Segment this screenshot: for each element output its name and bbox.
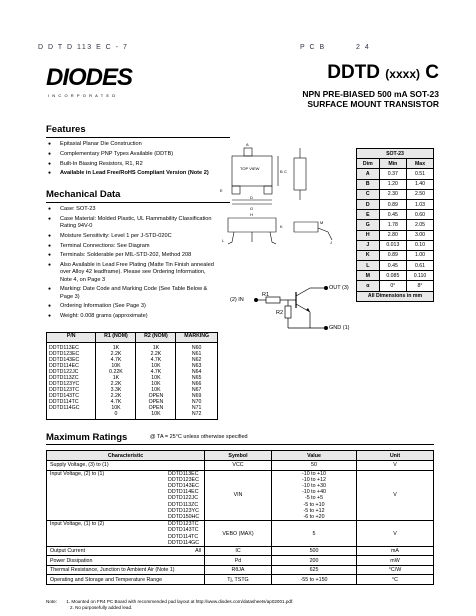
dim-label-k: K: [280, 224, 283, 229]
notes: [46, 599, 294, 611]
circuit-gnd-label: GND (1): [329, 325, 350, 331]
max-ratings-heading: Maximum Ratings: [46, 432, 128, 443]
table-row: [357, 169, 434, 179]
mr-char: Thermal Resistance, Junction to Ambient Air (Note 1): [47, 565, 205, 575]
dim-cell: 1.03: [407, 199, 434, 209]
table-row: [47, 556, 434, 566]
mr-char: Input Voltage, (2) to (1): [47, 470, 166, 521]
dimensions-table-title: SOT-23: [357, 149, 434, 159]
mr-extra: All: [165, 546, 205, 556]
dim-cell: K: [357, 250, 380, 260]
mr-header-value: Value: [272, 451, 357, 461]
mechanical-item: ● Weight: 0.008 grams (approximate): [46, 313, 216, 320]
out-terminal: [324, 286, 328, 290]
mr-val: 5: [272, 521, 357, 547]
dim-label-a: A: [246, 142, 249, 147]
mr-val: 500: [272, 546, 357, 556]
table-row: [357, 240, 434, 250]
mechanical-item: ● Case: SOT-23: [46, 206, 216, 213]
mechanical-item: ● Terminal Connections: See Diagram: [46, 243, 216, 250]
mr-header-unit: Unit: [357, 451, 434, 461]
note-2: 2. No purposefully added lead.: [70, 605, 133, 610]
dim-cell: 0.10: [407, 240, 434, 250]
dim-cell: 0.110: [407, 271, 434, 281]
part-reference: D D T D 113 E C - 7: [38, 44, 129, 51]
table-row: [357, 199, 434, 209]
mr-char: Power Dissipation: [47, 556, 205, 566]
part-number-table: [46, 332, 218, 420]
feature-item: ● Epitaxial Planar Die Construction: [46, 141, 246, 148]
table-row: [47, 575, 434, 585]
mr-header-symbol: Symbol: [205, 451, 272, 461]
circuit-schematic: [226, 284, 376, 334]
dim-label-b: B: [280, 169, 283, 174]
mechanical-item: ● Moisture Sensitivity: Level 1 per J-STD-020C: [46, 233, 216, 240]
dimensions-footer: All Dimensions in mm: [357, 291, 434, 301]
mr-sym: VCC: [205, 461, 272, 471]
mr-unit: V: [357, 461, 434, 471]
dim-cell: M: [357, 271, 380, 281]
r2-column: 1K 2.2K 4.7K 10K 4.7K 10K 10K 10K OPEN OPEN OPEN 10K: [136, 343, 176, 420]
mr-char: Input Voltage, (1) to (2): [47, 521, 166, 547]
mr-sym: VIN: [205, 470, 272, 521]
package-outline-drawing: [218, 140, 346, 255]
page-title: [327, 62, 439, 84]
pn-header: R2 (NOM): [136, 333, 176, 343]
mechanical-item: ● Marking: Date Code and Marking Code (See Table Below & Page 3): [46, 286, 216, 300]
dim-label-l: L: [222, 238, 225, 243]
dim-cell: C: [357, 189, 380, 199]
features-rule: [46, 137, 230, 138]
dimensions-table: [356, 148, 434, 302]
dim-cell: 0.45: [379, 210, 406, 220]
table-row: [47, 343, 218, 420]
dim-cell: 2.80: [379, 230, 406, 240]
mechanical-item: ● Terminals: Solderable per MIL-STD-202, Method 208: [46, 252, 216, 259]
mr-val: -55 to +150: [272, 575, 357, 585]
pcb-label: P C B: [300, 44, 326, 51]
dim-cell: α: [357, 281, 380, 291]
mr-sym: Tj, TSTG: [205, 575, 272, 585]
package-top-lead: [244, 148, 252, 156]
dim-cell: 2.50: [407, 189, 434, 199]
title-xxxx: (xxxx): [385, 67, 420, 81]
dim-cell: H: [357, 230, 380, 240]
package-front-body: [228, 218, 276, 232]
marking-column: N60 N61 N62 N63 N64 N65 N66 N67 N69 N70 N71 N72: [176, 343, 218, 420]
r2-resistor-symbol: [285, 306, 291, 318]
mr-unit: °C: [357, 575, 434, 585]
pn-column: DDTD113EC DDTD123EC DDTD143EC DDTD114EC DDTD122JC DDTD113ZC DDTD123YC DDTD123TC DDTD143TC DDTD114TC DDTD114GC: [47, 343, 96, 420]
circuit-in-label: (2) IN: [230, 297, 244, 303]
subtitle-line-1: NPN PRE-BIASED 500 mA SOT-23: [302, 89, 439, 99]
mr-unit: mW: [357, 556, 434, 566]
dim-header: Dim: [357, 159, 380, 169]
mr-char: Output Current: [47, 546, 166, 556]
title-suffix: C: [425, 62, 439, 83]
mr-val: -10 to +10 -10 to +12 -10 to +30 -10 to +40 -5 to +5 -5 to +10 -5 to +12 -6 to +20: [272, 470, 357, 521]
circuit-r1-label: R1: [262, 292, 270, 298]
max-ratings-table: [46, 450, 434, 585]
mr-unit: °C/W: [357, 565, 434, 575]
notes-label: Note:: [46, 599, 57, 604]
max-ratings-rule: [46, 444, 434, 445]
dim-cell: 1.00: [407, 250, 434, 260]
dim-label-h: H: [250, 212, 253, 217]
dim-cell: 0°: [379, 281, 406, 291]
table-row: [357, 250, 434, 260]
dim-label-c: C: [284, 169, 287, 174]
emitter-arrow: [306, 308, 310, 312]
circuit-r2-label: R2: [276, 310, 284, 316]
dim-header: Min: [379, 159, 406, 169]
dim-cell: J: [357, 240, 380, 250]
r1-column: 1K 2.2K 4.7K 10K 0.22K 1K 2.2K 3.3K 2.2K 4.7K 10K 0: [96, 343, 136, 420]
dim-cell: B: [357, 179, 380, 189]
mr-char: Supply Voltage, (3) to (1): [47, 461, 205, 471]
table-row: [357, 261, 434, 271]
dim-cell: 0.51: [407, 169, 434, 179]
mr-header-characteristic: Characteristic: [47, 451, 205, 461]
package-side-body: [294, 158, 306, 190]
dim-cell: 0.89: [379, 250, 406, 260]
dim-cell: 2.05: [407, 220, 434, 230]
in-terminal: [254, 298, 258, 302]
table-row: [357, 179, 434, 189]
table-row: [47, 470, 434, 521]
dim-label-e: E: [220, 188, 223, 193]
mr-sym: RθJA: [205, 565, 272, 575]
features-list: [46, 141, 246, 180]
dim-label-m: M: [320, 220, 324, 225]
mr-val: 625: [272, 565, 357, 575]
package-front-lead: [228, 232, 234, 244]
dim-cell: 0.61: [407, 261, 434, 271]
feature-item: ● Complementary PNP Types Available (DDTB): [46, 151, 246, 158]
note-1: 1. Mounted on FR4 PC Board with recommended pad layout at http://www.diodes.com/datasheets/ap02001.pdf.: [66, 599, 294, 604]
dim-label-j: J: [330, 240, 332, 245]
gnd-terminal: [324, 326, 328, 330]
dim-cell: G: [357, 220, 380, 230]
package-end-body: [294, 222, 318, 232]
dim-cell: 1.20: [379, 179, 406, 189]
mechanical-item: ● Case Material: Molded Plastic, UL Flammability Classification Rating 94V-0: [46, 216, 216, 230]
pn-header: R1 (NOM): [96, 333, 136, 343]
dim-cell: 0.013: [379, 240, 406, 250]
title-main: DDTD: [327, 62, 381, 83]
mechanical-item: ● Ordering Information (See Page 3): [46, 303, 216, 310]
mr-unit: V: [357, 470, 434, 521]
pcb-value: 2 4: [356, 44, 371, 51]
dim-label-d: D: [250, 195, 253, 200]
pn-header: P/N: [47, 333, 96, 343]
mr-parts: DDTD123TC DDTD143TC DDTD114TC DDTD114GC: [165, 521, 205, 547]
dim-cell: 0.085: [379, 271, 406, 281]
table-row: [47, 565, 434, 575]
dim-cell: A: [357, 169, 380, 179]
subtitle: [179, 89, 439, 109]
company-logo-sub: INCORPORATED: [48, 93, 119, 98]
table-row: [47, 546, 434, 556]
dim-cell: 0.60: [407, 210, 434, 220]
table-row: [357, 220, 434, 230]
mr-sym: IC: [205, 546, 272, 556]
dim-cell: 0.45: [379, 261, 406, 271]
table-row: [357, 189, 434, 199]
dim-cell: E: [357, 210, 380, 220]
table-row: [47, 521, 434, 547]
dim-cell: L: [357, 261, 380, 271]
mr-val: 50: [272, 461, 357, 471]
mr-char: Operating and Storage and Temperature Range: [47, 575, 205, 585]
mr-sym: Pd: [205, 556, 272, 566]
mr-parts: DDTD113EC DDTD123EC DDTD143EC DDTD114EC DDTD122JC DDTD113ZC DDTD123YC DDTD150HC: [165, 470, 205, 521]
circuit-out-label: OUT (3): [329, 285, 349, 291]
dim-header: Max: [407, 159, 434, 169]
dim-cell: 0.37: [379, 169, 406, 179]
dim-cell: 0.89: [379, 199, 406, 209]
table-row: [357, 230, 434, 240]
feature-item: ● Available in Lead Free/RoHS Compliant Version (Note 2): [46, 170, 246, 177]
pn-header: MARKING: [176, 333, 218, 343]
package-front-lead: [270, 232, 276, 244]
mr-unit: V: [357, 521, 434, 547]
company-logo: DIODES: [46, 64, 133, 91]
subtitle-line-2: SURFACE MOUNT TRANSISTOR: [307, 99, 439, 109]
table-row: [357, 210, 434, 220]
mr-val: 200: [272, 556, 357, 566]
mechanical-heading: Mechanical Data: [46, 189, 121, 200]
features-heading: Features: [46, 124, 86, 135]
dim-cell: 1.78: [379, 220, 406, 230]
top-view-label: TOP VIEW: [240, 166, 260, 171]
dim-cell: 1.40: [407, 179, 434, 189]
dim-cell: D: [357, 199, 380, 209]
table-row: [357, 271, 434, 281]
dim-label-g: G: [250, 206, 254, 211]
dim-cell: 2.30: [379, 189, 406, 199]
dim-cell: 3.00: [407, 230, 434, 240]
package-end-lead: [318, 228, 332, 240]
mr-sym: VEBO (MAX): [205, 521, 272, 547]
package-top-lead: [232, 186, 240, 194]
feature-item: ● Built-In Biasing Resistors, R1, R2: [46, 161, 246, 168]
mr-unit: mA: [357, 546, 434, 556]
dim-cell: 8°: [407, 281, 434, 291]
table-row: [47, 461, 434, 471]
mechanical-rule: [46, 202, 230, 203]
mechanical-list: [46, 206, 216, 323]
package-top-lead: [264, 186, 272, 194]
mechanical-item: ● Also Available in Lead Free Plating (Matte Tin Finish annealed over Alloy 42 leadframe). Please see Ordering Information, Note 4, on Page 3: [46, 262, 216, 284]
package-top-body: [232, 156, 272, 186]
max-ratings-condition: @ TA = 25°C unless otherwise specified: [150, 434, 248, 440]
